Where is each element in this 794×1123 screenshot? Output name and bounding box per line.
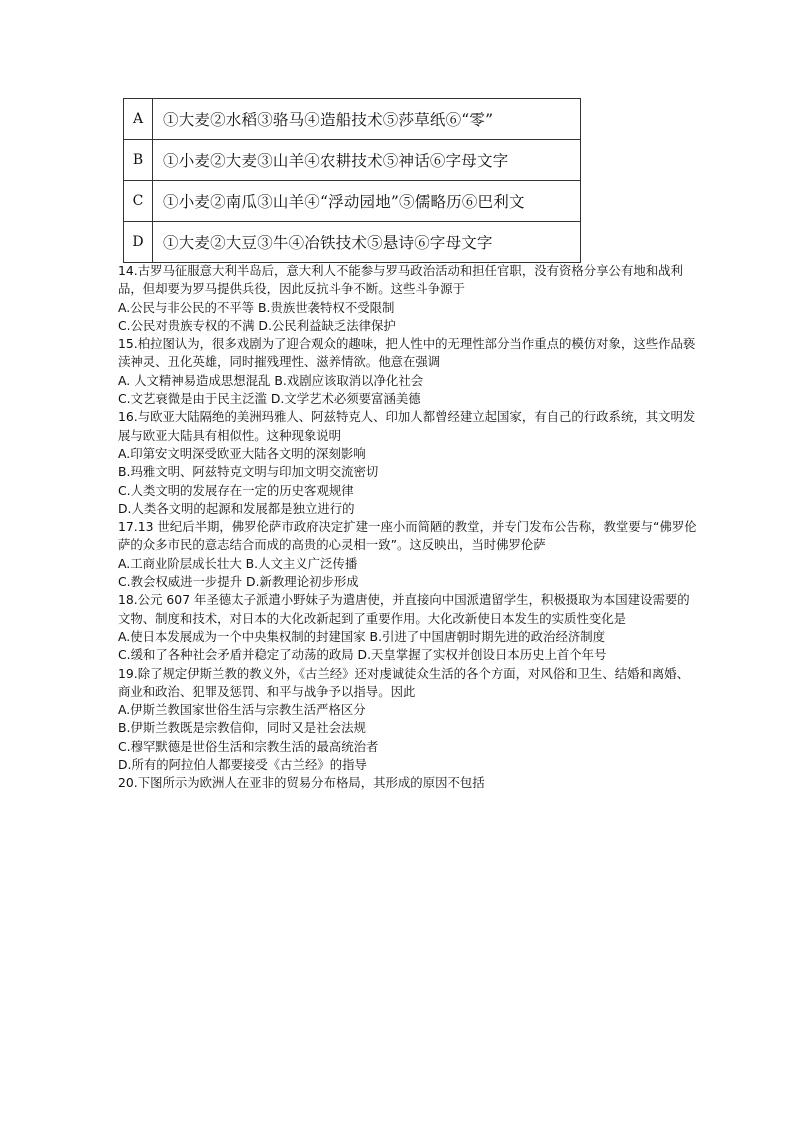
- options-table: [123, 98, 581, 263]
- question-stem: 20.下图所示为欧洲人在亚非的贸易分布格局，其形成的原因不包括: [118, 775, 485, 791]
- question-content: [118, 262, 698, 793]
- option-key: C: [124, 181, 153, 222]
- option-d: D.所有的阿拉伯人都要接受《古兰经》的指导: [118, 757, 367, 773]
- option-b: B.玛雅文明、阿兹特克文明与印加文明交流密切: [118, 464, 379, 480]
- option-value: ①大麦②大豆③牛④冶铁技术⑤悬诗⑥字母文字: [153, 222, 581, 263]
- question-20: [118, 774, 698, 792]
- table-row: [124, 222, 581, 263]
- question-stem: 16.与欧亚大陆隔绝的美洲玛雅人、阿兹特克人、印加人都曾经建立起国家，有自己的行政系统，其文明发展与欧亚大陆具有相似性。这种现象说明: [118, 409, 696, 443]
- option-line: C.缓和了各种社会矛盾并稳定了动荡的政局 D.天皇掌握了实权并创设日本历史上首个年号: [118, 647, 607, 663]
- option-line: C.教会权威进一步提升 D.新教理论初步形成: [118, 574, 359, 590]
- question-stem: 14.古罗马征服意大利半岛后，意大利人不能参与罗马政治活动和担任官职，没有资格分享公有地和战利品，但却要为罗马提供兵役，因此反抗斗争不断。这些斗争源于: [118, 263, 683, 297]
- question-19: [118, 665, 698, 775]
- option-line: C.公民对贵族专权的不满 D.公民利益缺乏法律保护: [118, 317, 396, 333]
- question-16: [118, 408, 698, 518]
- question-18: [118, 591, 698, 664]
- question-stem: 17.13 世纪后半期，佛罗伦萨市政府决定扩建一座小而简陋的教堂，并专门发布公告称，教堂要与“佛罗伦萨的众多市民的意志结合而成的高贵的心灵相一致”。这反映出，当时佛罗伦萨: [118, 519, 697, 553]
- option-line: A.使日本发展成为一个中央集权制的封建国家 B.引进了中国唐朝时期先进的政治经济制度: [118, 628, 606, 644]
- option-value: ①小麦②大麦③山羊④农耕技术⑤神话⑥字母文字: [153, 140, 581, 181]
- question-stem: 15.柏拉图认为，很多戏剧为了迎合观众的趣味，把人性中的无理性部分当作重点的模仿对象，这些作品亵渎神灵、丑化英雄，同时摧残理性、滋养情欲。他意在强调: [118, 336, 696, 370]
- question-stem: 19.除了规定伊斯兰教的教义外，《古兰经》还对虔诚徒众生活的各个方面，对风俗和卫生、结婚和离婚、商业和政治、犯罪及惩罚、和平与战争予以指导。因此: [118, 665, 690, 699]
- table-row: [124, 140, 581, 181]
- table-row: [124, 99, 581, 140]
- option-line: C.文艺衰微是由于民主泛滥 D.文学艺术必须要富涵美德: [118, 391, 421, 407]
- option-b: B.伊斯兰教既是宗教信仰，同时又是社会法规: [118, 720, 366, 736]
- option-line: A.工商业阶层成长壮大 B.人文主义广泛传播: [118, 555, 358, 571]
- option-line: A.公民与非公民的不平等 B.贵族世袭特权不受限制: [118, 299, 395, 315]
- option-a: A.印第安文明深受欧亚大陆各文明的深刻影响: [118, 445, 366, 461]
- option-value: ①大麦②水稻③骆马④造船技术⑤莎草纸⑥“零”: [153, 99, 581, 140]
- option-d: D.人类各文明的起源和发展都是独立进行的: [118, 500, 355, 516]
- table-row: [124, 181, 581, 222]
- question-17: [118, 518, 698, 591]
- option-a: A.伊斯兰教国家世俗生活与宗教生活严格区分: [118, 702, 366, 718]
- option-key: B: [124, 140, 153, 181]
- option-line: A. 人文精神易造成思想混乱 B.戏剧应该取消以净化社会: [118, 372, 424, 388]
- option-key: D: [124, 222, 153, 263]
- question-15: [118, 335, 698, 408]
- question-stem: 18.公元 607 年圣德太子派遣小野妹子为遣唐使，并直接向中国派遣留学生，积极摄取为本国建设需要的文物、制度和技术，对日本的大化改新起到了重要作用。大化改新使日本发生的实质性变化是: [118, 592, 690, 626]
- option-c: C.穆罕默德是世俗生活和宗教生活的最高统治者: [118, 738, 379, 754]
- option-value: ①小麦②南瓜③山羊④“浮动园地”⑤儒略历⑥巴利文: [153, 181, 581, 222]
- option-key: A: [124, 99, 153, 140]
- question-14: [118, 262, 698, 335]
- option-c: C.人类文明的发展存在一定的历史客观规律: [118, 482, 354, 498]
